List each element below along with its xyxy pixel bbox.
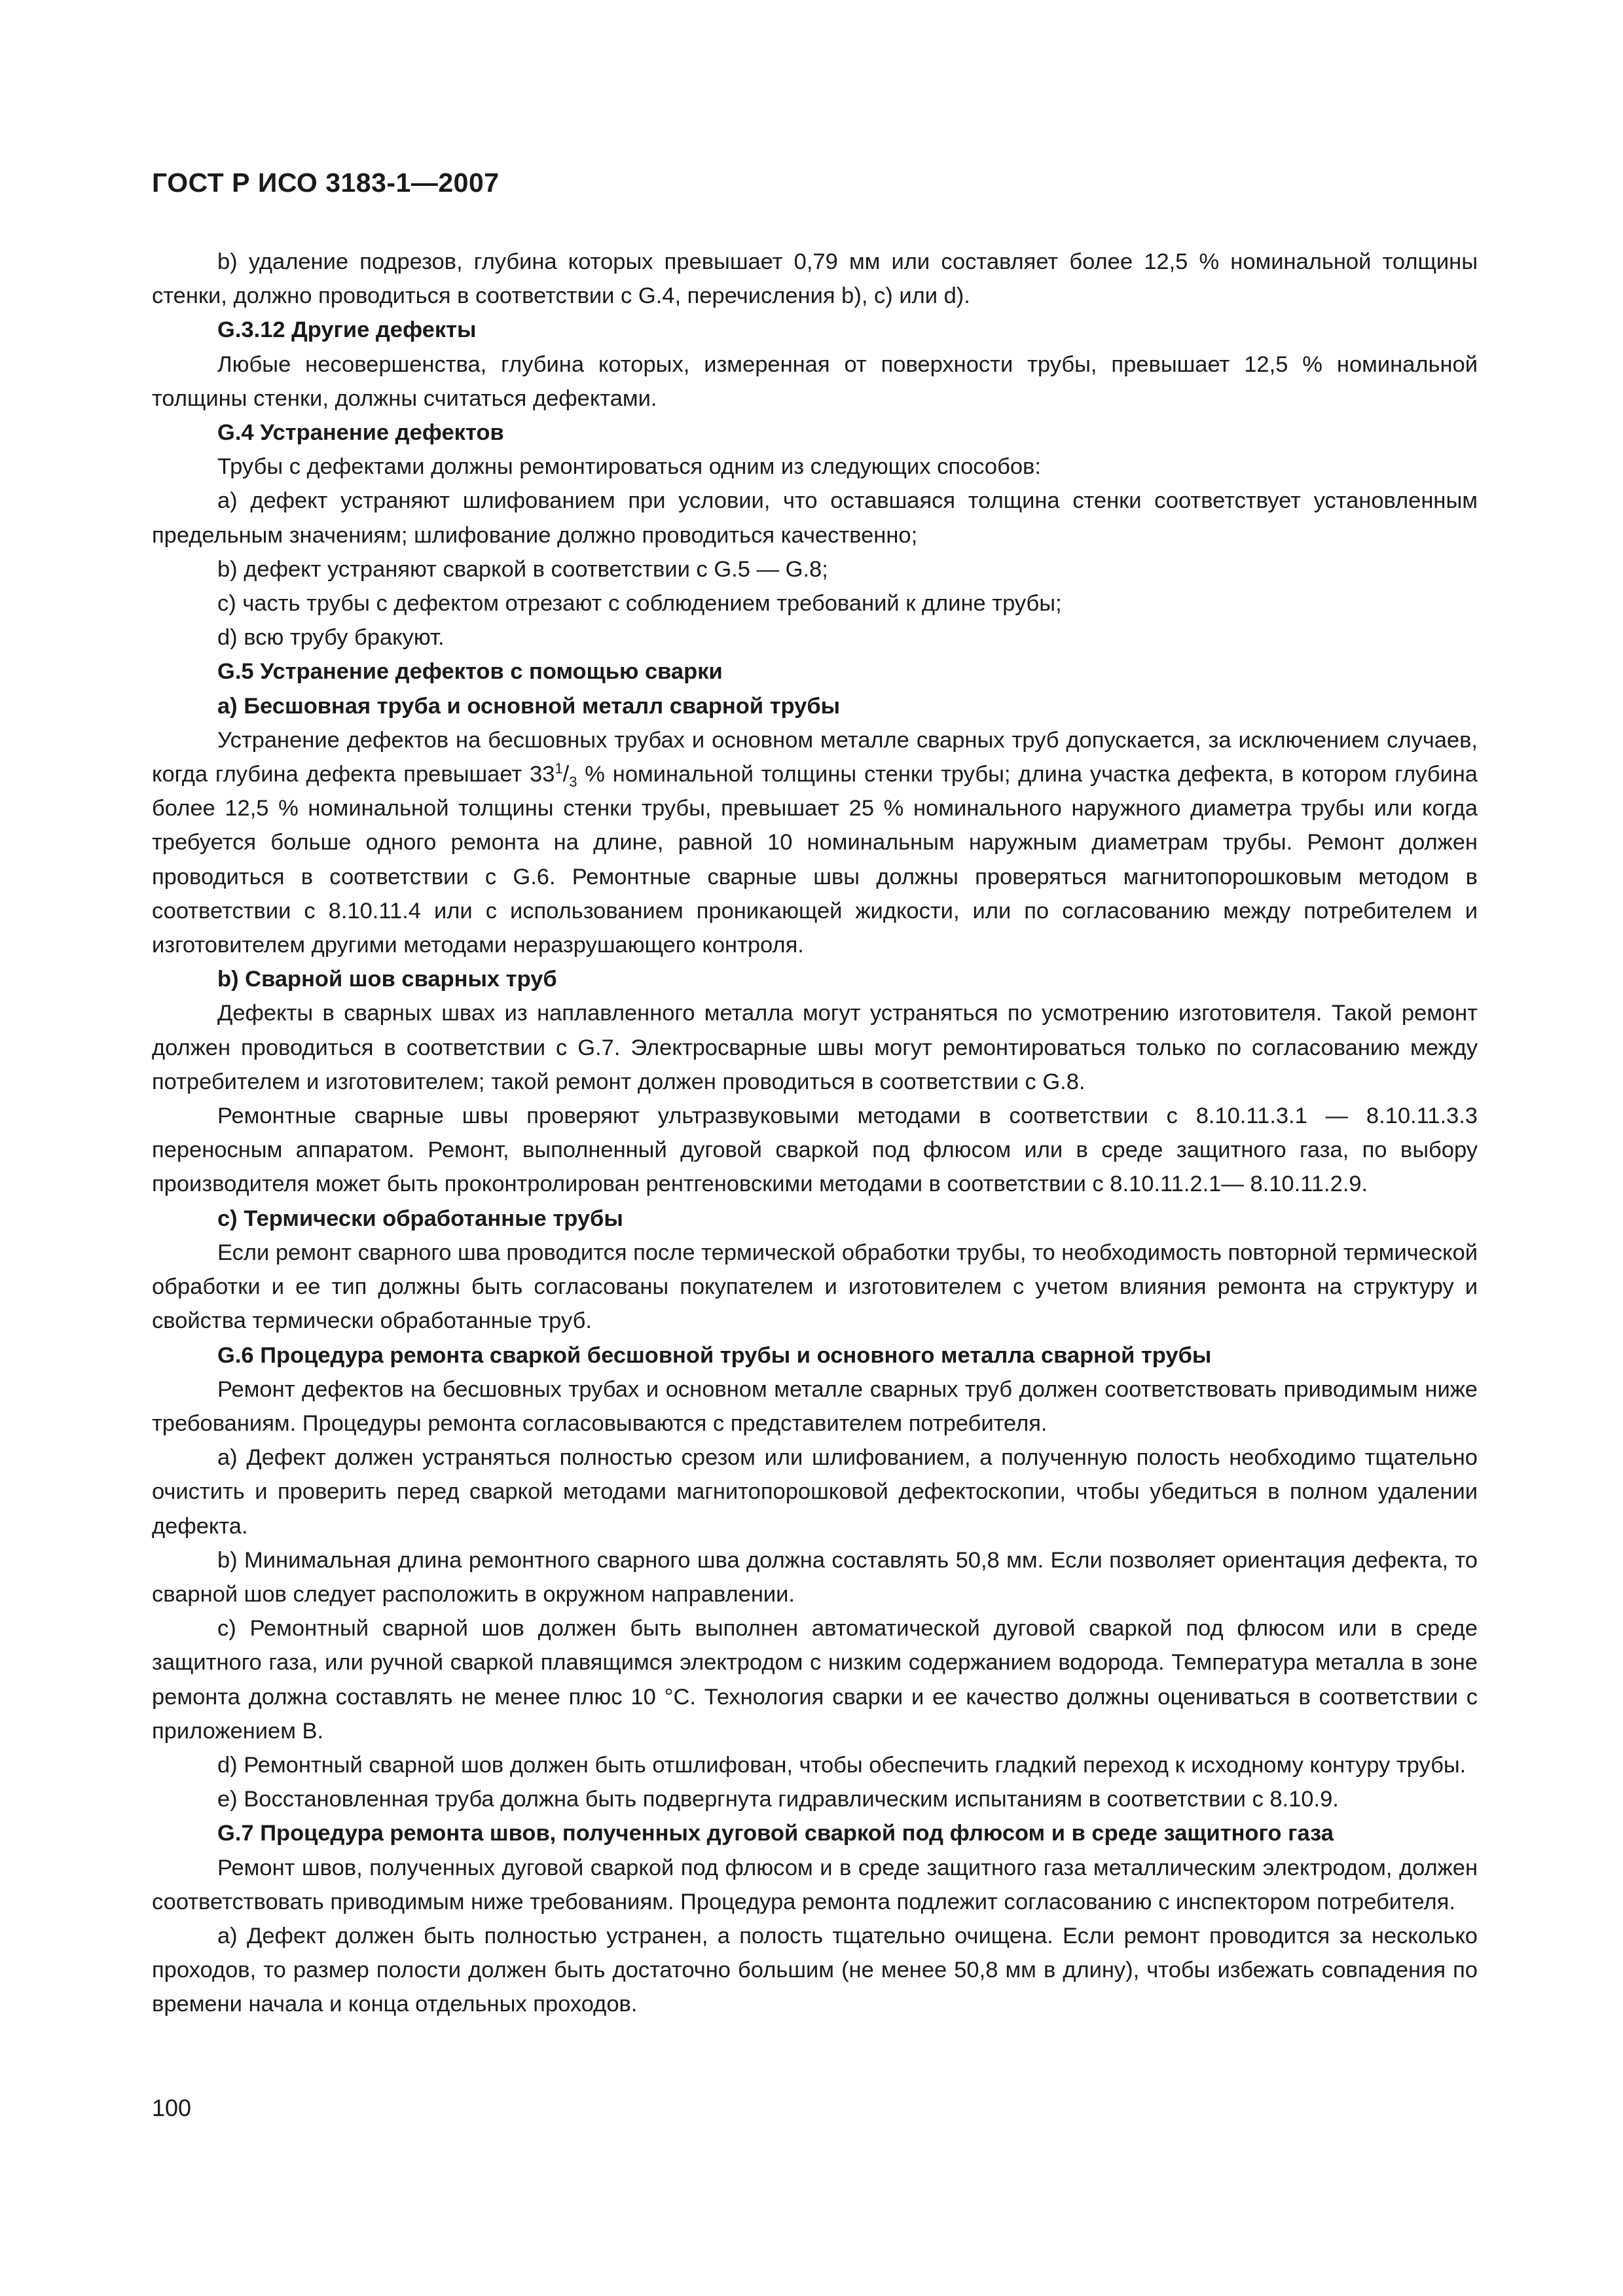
list-item-g7-a: a) Дефект должен быть полностью устранен, а полость тщательно очищена. Если ремонт проводится за несколько проходов, то размер полости должен быть достаточно большим (не менее 50,8 мм в длину), чтобы избежать совпадения по времени начала и конца отдельных проходов. <box>152 1923 1478 2017</box>
heading-g6: G.6 Процедура ремонта сваркой бесшовной трубы и основного металла сварной трубы <box>217 1342 1212 1368</box>
paragraph-seamless-repair: Устранение дефектов на бесшовных трубах и основном металле сварных труб допускается, за исключением случаев, когда глубина дефекта превышает $33^1/_3$ % номинальной толщины стенки трубы; длина участка дефекта, в котором глубина более 12,5 % номинальной толщины стенки трубы, превышает 25 % номинального наружного диаметра трубы или когда требуется больше одного ремонта на длине, равной 10 номинальным наружным диаметрам трубы. Ремонт должен проводиться в соответствии с G.6. Ремонтные сварные швы должны проверяться магнитопорошковым методом в соответствии с 8.10.11.4 или с использованием проникающей жидкости, или по согласованию между потребителем и изготовителем другими методами неразрушающего контроля. <box>152 727 1478 958</box>
list-item-g6-d: d) Ремонтный сварной шов должен быть отшлифован, чтобы обеспечить гладкий переход к исходному контуру трубы. <box>217 1752 1467 1778</box>
heading-g5-b: b) Сварной шов сварных труб <box>217 967 557 992</box>
heading-g7: G.7 Процедура ремонта швов, полученных дуговой сваркой под флюсом и в среде защитного газа <box>217 1821 1334 1846</box>
paragraph-g6-intro: Ремонт дефектов на бесшовных трубах и основном металле сварных труб должен соответствовать приводимым ниже требованиям. Процедуры ремонта согласовываются с представителем потребителя. <box>152 1376 1478 1436</box>
heading-g3-12: G.3.12 Другие дефекты <box>217 317 477 343</box>
list-item-d-reject: d) всю трубу бракуют. <box>217 625 445 651</box>
paragraph-g7-intro: Ремонт швов, полученных дуговой сваркой под флюсом и в среде защитного газа металлическим электродом, должен соответствовать приводимым ниже требованиям. Процедура ремонта подлежит согласованию с инспектором потребителя. <box>152 1855 1478 1914</box>
paragraph-weld-defects: Дефекты в сварных швах из наплавленного металла могут устраняться по усмотрению изготовителя. Такой ремонт должен проводиться в соответствии с G.7. Электросварные швы могут ремонтироваться только по согласованию между потребителем и изготовителем; такой ремонт должен проводиться в соответствии с G.8. <box>152 1001 1478 1094</box>
page-number: 100 <box>152 2094 192 2121</box>
list-item-g6-b: b) Минимальная длина ремонтного сварного шва должна составлять 50,8 мм. Если позволяет ориентация дефекта, то сварной шов следует расположить в окружном направлении. <box>152 1547 1478 1607</box>
paragraph-repair-methods: Трубы с дефектами должны ремонтироваться одним из следующих способов: <box>217 454 1041 480</box>
list-item-g6-c: c) Ремонтный сварной шов должен быть выполнен автоматической дуговой сваркой под флюсом или в среде защитного газа, или ручной сваркой плавящимся электродом с низким содержанием водорода. Температура металла в зоне ремонта должна составлять не менее плюс 10 °С. Технология сварки и ее качество должны оцениваться в соответствии с приложением В. <box>152 1616 1478 1744</box>
list-item-a-grinding: a) дефект устраняют шлифованием при условии, что оставшаяся толщина стенки соответствует установленным предельным значениям; шлифование должно проводиться качественно; <box>152 488 1478 548</box>
paragraph-weld-inspection: Ремонтные сварные швы проверяют ультразвуковыми методами в соответствии с 8.10.11.3.1 — 8.10.11.3.3 переносным аппаратом. Ремонт, выполненный дуговой сваркой под флюсом или в среде защитного газа, по выбору производителя может быть проконтролирован рентгеновскими методами в соответствии с 8.10.11.2.1— 8.10.11.2.9. <box>152 1103 1478 1197</box>
document-header: ГОСТ Р ИСО 3183-1—2007 <box>152 168 500 198</box>
heading-g5-c: c) Термически обработанные трубы <box>217 1206 623 1231</box>
heading-g5: G.5 Устранение дефектов с помощью сварки <box>217 659 723 685</box>
list-item-c-cutting: c) часть трубы с дефектом отрезают с соблюдением требований к длине трубы; <box>217 591 1062 617</box>
list-item-g6-a: a) Дефект должен устраняться полностью срезом или шлифованием, а полученную полость необходимо тщательно очистить и проверить перед сваркой методами магнитопорошковой дефектоскопии, чтобы убедиться в полном удалении дефекта. <box>152 1445 1478 1539</box>
heading-g5-a: a) Бесшовная труба и основной металл сварной трубы <box>217 693 841 719</box>
list-item-b-welding: b) дефект устраняют сваркой в соответствии с G.5 — G.8; <box>217 556 828 582</box>
paragraph-heat-treatment: Если ремонт сварного шва проводится после термической обработки трубы, то необходимость повторной термической обработки и ее тип должны быть согласованы покупателем и изготовителем с учетом влияния ремонта на структуру и свойства термически обработанные труб. <box>152 1240 1478 1334</box>
paragraph-undercut-removal: b) удаление подрезов, глубина которых превышает 0,79 мм или составляет более 12,5 % номинальной толщины стенки, должно проводиться в соответствии с G.4, перечисления b), c) или d). <box>152 249 1478 309</box>
list-item-g6-e: e) Восстановленная труба должна быть подвергнута гидравлическим испытаниям в соответствии с 8.10.9. <box>217 1787 1339 1812</box>
heading-g4: G.4 Устранение дефектов <box>217 420 504 446</box>
paragraph-other-defects: Любые несовершенства, глубина которых, измеренная от поверхности трубы, превышает 12,5 % номинальной толщины стенки, должны считаться дефектами. <box>152 351 1478 411</box>
document-body <box>152 245 1478 2022</box>
